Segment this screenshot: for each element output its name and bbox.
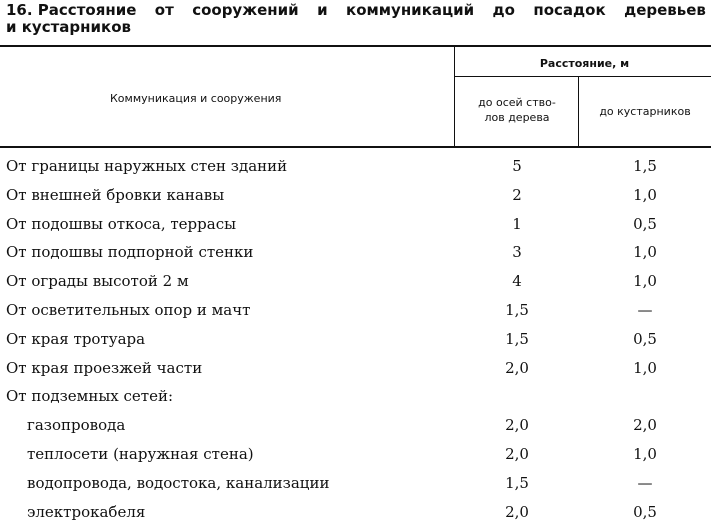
column-header-tree-line-1: до осей ство-: [478, 96, 556, 109]
tree-distance-cell: 1: [512, 214, 522, 233]
column-header-shrub: до кустарников: [599, 105, 691, 118]
title-word: и: [317, 1, 328, 19]
table-row: [0, 441, 711, 470]
title-word: деревьев: [624, 1, 706, 19]
shrub-distance-cell: 1,0: [633, 243, 657, 262]
tree-distance-cell: 5: [512, 157, 522, 175]
row-label: От края проезжей части: [6, 358, 203, 377]
row-label: От внешней бровки канавы: [6, 185, 225, 204]
row-label: От подошвы подпорной стенки: [6, 243, 254, 262]
shrub-distance-cell: —: [637, 473, 653, 492]
tree-distance-cell: 1,5: [505, 329, 529, 348]
shrub-distance-cell: 0,5: [633, 214, 657, 233]
row-label: От ограды высотой 2 м: [6, 272, 189, 291]
row-label: От границы наружных стен зданий: [6, 157, 288, 175]
shrub-distance-cell: 1,0: [633, 444, 657, 463]
table-row: [0, 239, 711, 268]
table-row: [0, 211, 711, 240]
table-row-group-heading: [0, 383, 711, 412]
table-row: [0, 412, 711, 441]
table-row: [0, 470, 711, 499]
tree-distance-cell: 4: [512, 272, 522, 291]
table-row: [0, 153, 711, 182]
row-label: От осветительных опор и мачт: [6, 300, 251, 319]
row-label: водопровода, водостока, канализации: [27, 473, 330, 492]
shrub-distance-cell: 1,0: [633, 185, 657, 204]
header-vertical-rule-middle: [578, 77, 579, 147]
shrub-distance-cell: —: [637, 300, 653, 319]
row-label: электрокабеля: [27, 502, 146, 521]
title-line-1: [6, 2, 706, 19]
title-word: сооружений: [192, 1, 299, 19]
table-row: [0, 297, 711, 326]
header-bottom-rule: [0, 146, 711, 148]
column-header-tree: [458, 95, 576, 125]
title-word: 16. Расстояние: [6, 1, 137, 19]
table-row: [0, 326, 711, 355]
table-row: [0, 499, 711, 527]
tree-distance-cell: 2,0: [505, 416, 529, 435]
header-group-rule: [454, 76, 711, 77]
title-word: коммуникаций: [346, 1, 475, 19]
shrub-distance-cell: 0,5: [633, 502, 657, 521]
table-title: [6, 2, 706, 36]
shrub-distance-cell: 2,0: [633, 416, 657, 435]
row-label: газопровода: [27, 416, 126, 435]
tree-distance-cell: 2,0: [505, 502, 529, 521]
row-label: От подошвы откоса, террасы: [6, 214, 237, 233]
title-line-2: и кустарников: [6, 18, 131, 36]
header-vertical-rule-left: [454, 47, 455, 147]
row-label: От подземных сетей:: [6, 387, 174, 406]
table-row: [0, 182, 711, 211]
column-header-communication: Коммуникация и сооружения: [110, 92, 282, 105]
column-group-header-distance: Расстояние, м: [539, 57, 630, 70]
shrub-distance-cell: 1,0: [633, 358, 657, 377]
shrub-distance-cell: 1,5: [633, 157, 657, 175]
table-row: [0, 355, 711, 384]
row-label: От края тротуара: [6, 329, 146, 348]
tree-distance-cell: 1,5: [505, 300, 529, 319]
table-body: [0, 153, 711, 527]
tree-distance-cell: 2: [512, 185, 522, 204]
title-word: от: [154, 1, 174, 19]
shrub-distance-cell: 1,0: [633, 272, 657, 291]
table-row: [0, 268, 711, 297]
header-top-rule: [0, 45, 711, 47]
title-word: посадок: [533, 1, 606, 19]
tree-distance-cell: 3: [512, 243, 522, 262]
tree-distance-cell: 2,0: [505, 358, 529, 377]
row-label: теплосети (наружная стена): [27, 444, 254, 463]
title-word: до: [492, 1, 515, 19]
tree-distance-cell: 2,0: [505, 444, 529, 463]
column-header-tree-line-2: лов дерева: [484, 111, 550, 124]
shrub-distance-cell: 0,5: [633, 329, 657, 348]
tree-distance-cell: 1,5: [505, 473, 529, 492]
